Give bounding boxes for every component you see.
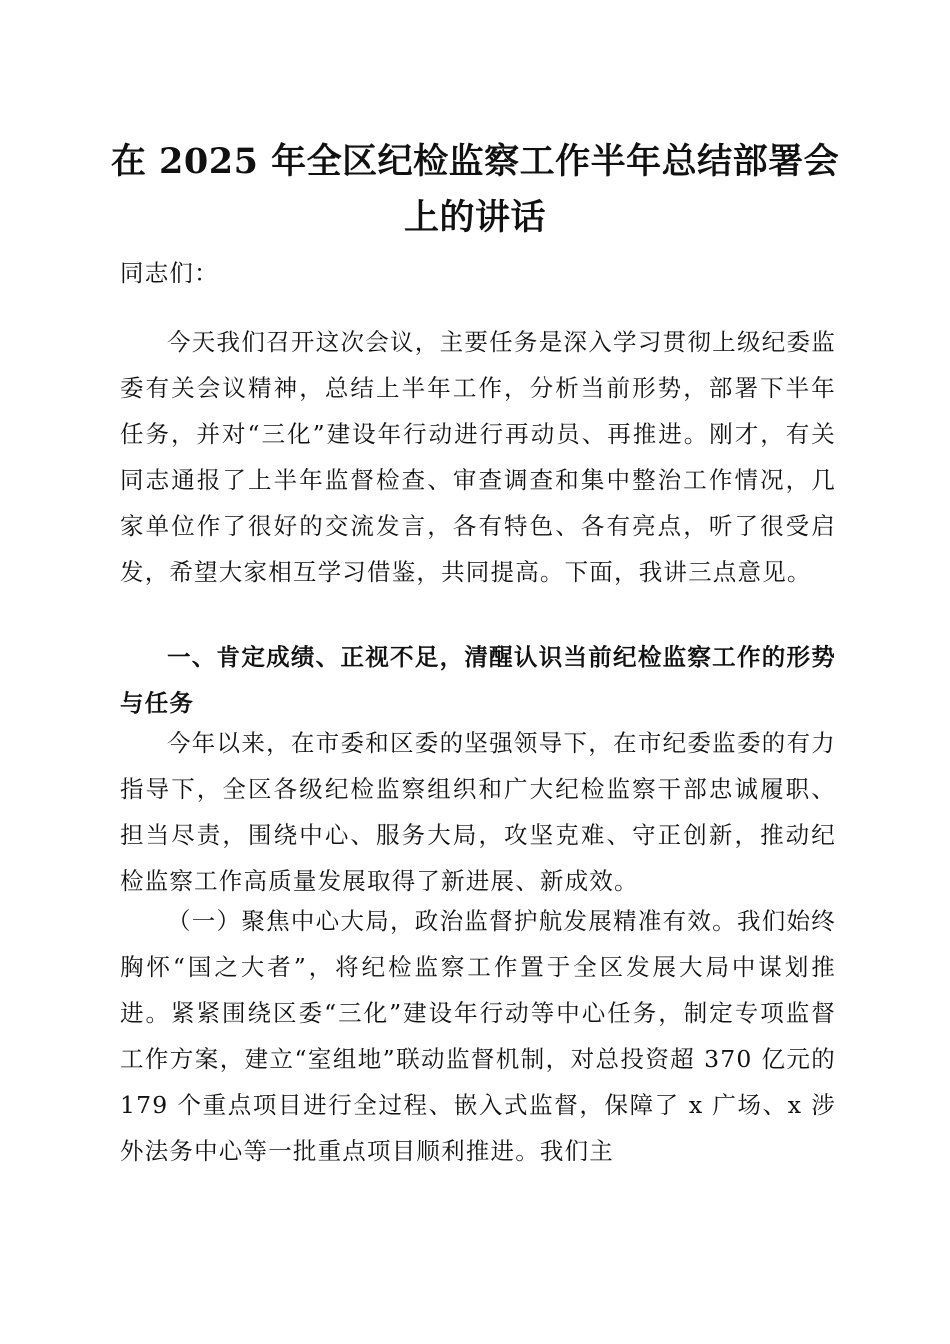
paragraph-intro: 今天我们召开这次会议，主要任务是深入学习贯彻上级纪委监委有关会议精神，总结上半年工作，分析当前形势，部署下半年任务，并对“三化”建设年行动进行再动员、再推进。刚才，有关同志通报了上半年监督检查、审查调查和集中整治工作情况，几家单位作了很好的交流发言，各有特色、各有亮点，听了很受启发，希望大家相互学习借鉴，共同提高。下面，我讲三点意见。 [120,328,836,586]
section-heading-1: 一、肯定成绩、正视不足，清醒认识当前纪检监察工作的形势与任务 [120,643,836,717]
document-title: 在 2025 年全区纪检监察工作半年总结部署会上的讲话 [110,141,840,238]
paragraph-section-1-intro: 今年以来，在市委和区委的坚强领导下，在市纪委监委的有力指导下，全区各级纪检监察组织和广大纪检监察干部忠诚履职、担当尽责，围绕中心、服务大局，攻坚克难、守正创新，推动纪检监察工作高质量发展取得了新进展、新成效。 [120,729,836,895]
paragraph-section-1-item-1: （一）聚焦中心大局，政治监督护航发展精准有效。我们始终胸怀“国之大者”，将纪检监察工作置于全区发展大局中谋划推进。紧紧围绕区委“三化”建设年行动等中心任务，制定专项监督工作方案，建立“室组地”联动监督机制，对总投资超 370 亿元的 179 个重点项目进行全过程、嵌入式监督，保障了 x 广场、x 涉外法务中心等一批重点项目顺利推进。我们主 [120,907,836,1165]
salutation: 同志们： [120,259,219,287]
